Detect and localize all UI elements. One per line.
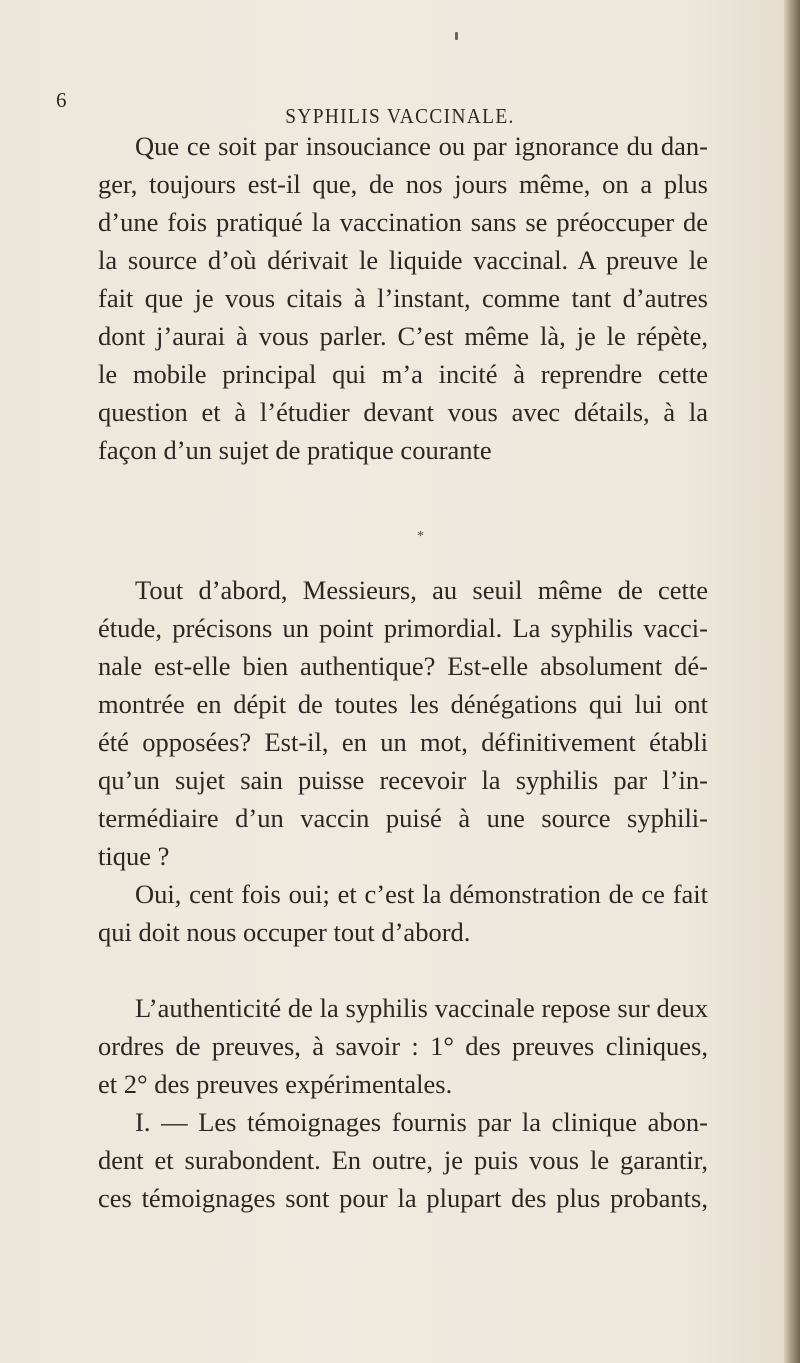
paragraph-2-line-8: tique ? (98, 841, 170, 871)
print-mark (455, 32, 458, 40)
paragraph-2-line-1: Tout d’abord, Messieurs, au seuil même de cette (135, 575, 708, 605)
paragraph-1-line-1: Que ce soit par insouciance ou par ignorance du dan- (135, 131, 708, 161)
paragraph-1-line-4: la source d’où dérivait le liquide vaccinal. A preuve le (98, 245, 708, 275)
paragraph-4-line-3: et 2° des preuves expérimentales. (98, 1069, 453, 1099)
paragraph-1-line-3: d’une fois pratiqué la vaccination sans se préoccuper de (98, 207, 708, 237)
paragraph-2-line-4: montrée en dépit de toutes les dénégations qui lui ont (98, 689, 708, 719)
paragraph-4-line-1: L’authenticité de la syphilis vaccinale repose sur deux (135, 993, 708, 1023)
paragraph-1-line-5: fait que je vous citais à l’instant, comme tant d’autres (98, 283, 708, 313)
paragraph-4-line-2: ordres de preuves, à savoir : 1° des preuves cliniques, (98, 1031, 708, 1061)
paragraph-2-line-2: étude, précisons un point primordial. La syphilis vacci- (98, 613, 708, 643)
paragraph-5-line-3: ces témoignages sont pour la plupart des plus probants, (98, 1183, 708, 1213)
paragraph-1-line-9: façon d’un sujet de pratique courante (98, 435, 492, 465)
paragraph-1-line-8: question et à l’étudier devant vous avec détails, à la (98, 397, 708, 427)
paragraph-3-line-1: Oui, cent fois oui; et c’est la démonstration de ce fait (135, 879, 708, 909)
binding-edge (784, 0, 800, 1363)
paragraph-2-line-7: termédiaire d’un vaccin puisé à une source syphili- (98, 803, 708, 833)
section-ornament: * (417, 529, 424, 544)
paragraph-2-line-3: nale est-elle bien authentique? Est-elle absolument dé- (98, 651, 708, 681)
paragraph-1-line-7: le mobile principal qui m’a incité à reprendre cette (98, 359, 708, 389)
paragraph-1-line-2: ger, toujours est-il que, de nos jours même, on a plus (98, 169, 708, 199)
paragraph-5-line-2: dent et surabondent. En outre, je puis vous le garantir, (98, 1145, 708, 1175)
paragraph-2-line-5: été opposées? Est-il, en un mot, définitivement établi (98, 727, 708, 757)
paragraph-5-line-1: I. — Les témoignages fournis par la clinique abon- (135, 1107, 708, 1137)
page-number: 6 (56, 88, 67, 112)
paragraph-3-line-2: qui doit nous occuper tout d’abord. (98, 917, 471, 947)
paragraph-2-line-6: qu’un sujet sain puisse recevoir la syphilis par l’in- (98, 765, 708, 795)
running-title: SYPHILIS VACCINALE. (285, 104, 515, 128)
paragraph-1-line-6: dont j’aurai à vous parler. C’est même là, je le répète, (98, 321, 708, 351)
